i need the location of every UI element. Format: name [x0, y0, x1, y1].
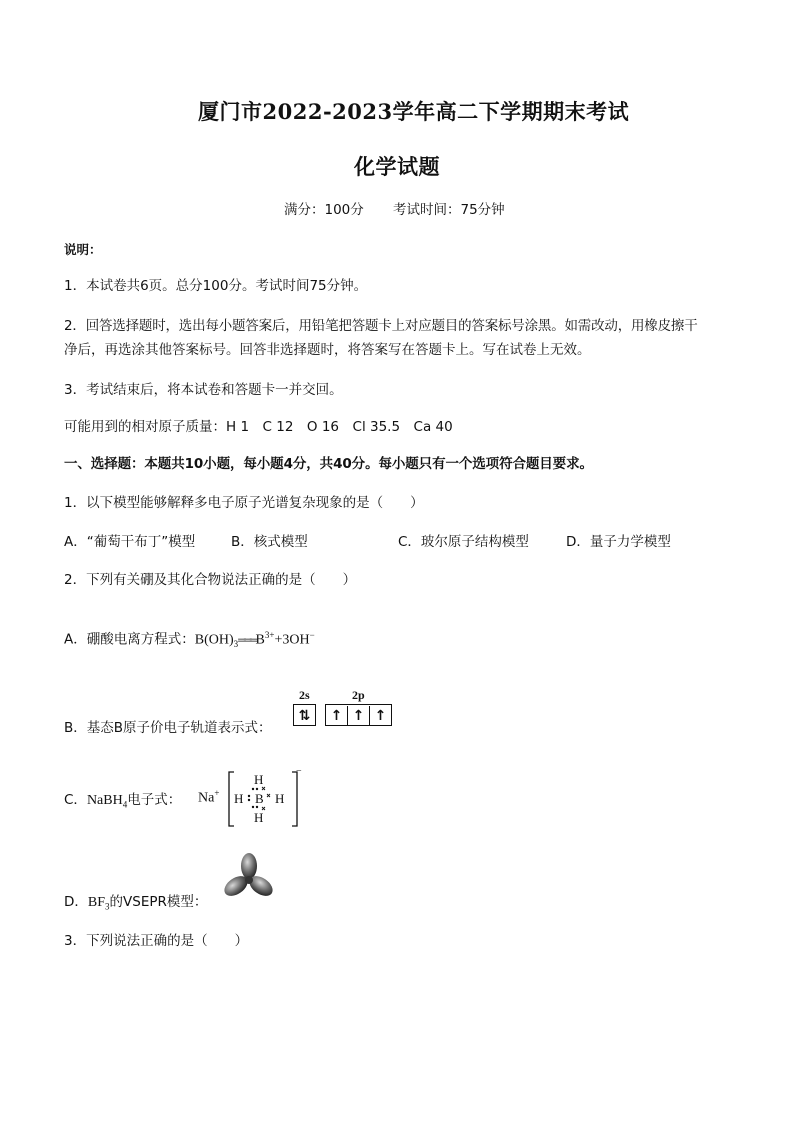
orbital-diagram-2s — [293, 704, 316, 726]
electron-na: Na — [198, 790, 215, 806]
q1-option-c: C．玻尔原子结构模型 — [398, 534, 529, 550]
atomic-mass: 可能用到的相对原子质量：H 1 C 12 O 16 Cl 35.5 Ca 40 — [64, 419, 453, 435]
q2-a-plus-oh: +3OH — [274, 632, 310, 648]
q2-a-supminus: − — [309, 630, 315, 640]
q2-a-sub3: 3 — [233, 639, 239, 650]
q2-c-sub4: 4 — [122, 799, 128, 810]
orbital-box-2s — [293, 704, 316, 726]
q2-d-formula: BF — [87, 895, 106, 910]
exam-time: 考试时间：75分钟 — [393, 202, 505, 218]
orbital-cell-2p-2: ↑ — [348, 706, 370, 726]
orbital-box-2p — [325, 704, 392, 726]
orbital-label-2s: 2s — [299, 688, 310, 702]
electron-h-bottom: H — [254, 810, 264, 825]
instruction-1: 1．本试卷共6页。总分100分。考试时间75分钟。 — [64, 278, 368, 294]
orbital-label-2p: 2p — [352, 688, 365, 702]
q1-stem: 1．以下模型能够解释多电子原子光谱复杂现象的是（ ） — [64, 495, 424, 511]
electron-na-sup: + — [214, 788, 220, 798]
electron-h-right: H — [275, 791, 285, 806]
q2-a-prefix: A．硼酸电离方程式： — [64, 631, 195, 648]
orbital-cell-2p-1: ↑ — [326, 706, 348, 726]
section-1-heading: 一、选择题：本题共10小题，每小题4分，共40分。每小题只有一个选项符合题目要求。 — [64, 456, 593, 472]
electron-h-left: H — [234, 791, 244, 806]
orbital-cell-2s: ⇅ — [298, 708, 311, 724]
electron-formula-na — [198, 788, 219, 807]
q2-d-prefix: D． — [64, 894, 88, 910]
q2-option-a — [64, 626, 315, 653]
q2-c-formula: NaBH — [86, 793, 123, 808]
orbital-cell-2p-3: ↑ — [374, 708, 387, 724]
q3-stem: 3．下列说法正确的是（ ） — [64, 933, 249, 949]
orbital-diagram-2p — [325, 704, 392, 726]
q2-c-suffix: 电子式： — [127, 792, 182, 808]
q2-a-formula-b: B — [194, 632, 205, 648]
full-score: 满分：100分 — [284, 202, 364, 218]
subject-title: 化学试题 — [354, 154, 440, 179]
q2-option-b: B．基态B原子价电子轨道表示式： — [64, 720, 272, 736]
q2-c-prefix: C． — [64, 792, 87, 808]
q1-option-a: A．“葡萄干布丁”模型 — [64, 534, 196, 550]
q2-option-d — [64, 893, 207, 916]
exam-title: 厦门市2022-2023学年高二下学期期末考试 — [198, 99, 630, 124]
q2-stem: 2．下列有关硼及其化合物说法正确的是（ ） — [64, 572, 357, 588]
q2-a-formula-oh: (OH) — [204, 632, 234, 648]
q2-a-equals: ═══ — [238, 634, 256, 647]
electron-bracket-sup: − — [296, 766, 302, 777]
electron-h-top: H — [254, 772, 264, 787]
vsepr-model-image — [222, 852, 274, 902]
q2-option-c — [64, 791, 181, 814]
q2-a-sup3plus: 3+ — [264, 630, 275, 640]
q2-d-suffix: 的VSEPR模型： — [109, 894, 208, 910]
q2-d-sub3: 3 — [105, 901, 110, 912]
electron-b: B — [255, 791, 264, 806]
instruction-3: 3．考试结束后，将本试卷和答题卡一并交回。 — [64, 382, 343, 398]
instruction-2-line1: 2．回答选择题时，选出每小题答案后，用铅笔把答题卡上对应题目的答案标号涂黑。如需改动，用橡皮擦干 — [64, 318, 698, 334]
q1-option-d: D．量子力学模型 — [566, 534, 671, 550]
instructions-heading: 说明： — [64, 242, 102, 257]
q1-option-b: B．核式模型 — [231, 534, 308, 550]
q2-a-product-b: B — [255, 632, 265, 648]
instruction-2-line2: 净后，再选涂其他答案标号。回答非选择题时，将答案写在答题卡上。写在试卷上无效。 — [64, 342, 591, 358]
